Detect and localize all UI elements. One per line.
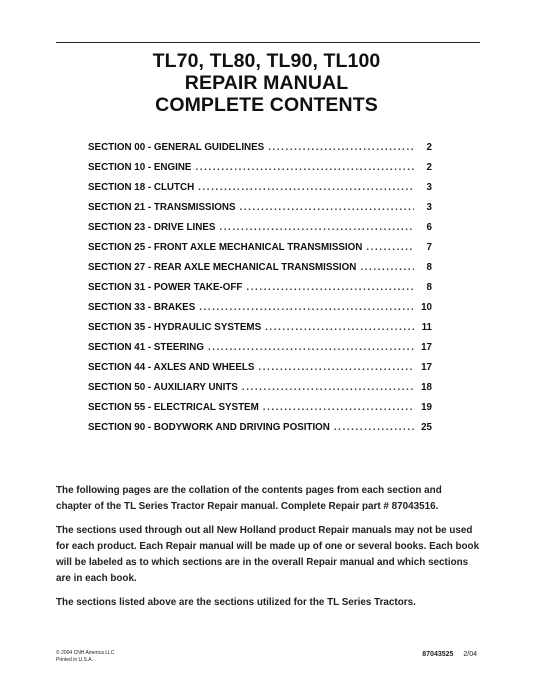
toc-leader-dots [265,318,414,338]
title-complete-contents: COMPLETE CONTENTS [155,94,378,116]
toc-leader-dots [366,238,414,258]
toc-row [88,198,432,218]
copyright-text: © 2004 CNH America LLC [56,650,115,656]
toc-leader-dots [198,178,414,198]
paragraph-collation: The following pages are the collation of the contents pages from each section and chapter of the TL Series Tractor Repair manual. Complete Repair part # 87043516. [56,485,442,512]
top-rule [56,42,480,43]
toc-leader-dots [208,338,414,358]
toc-row [88,238,432,258]
toc-row [88,398,432,418]
toc-leader-dots [240,198,414,218]
toc-page-number: 7 [426,242,432,253]
toc-leader-dots [334,418,414,438]
toc-section-label: SECTION 00 - GENERAL GUIDELINES [88,142,265,153]
toc-row [88,358,432,378]
title-models: TL70, TL80, TL90, TL100 [152,50,381,72]
toc-page-number: 3 [426,182,432,193]
toc-row [88,138,432,158]
toc-page-number: 19 [421,402,432,413]
toc-page-number: 8 [426,262,432,273]
toc-section-label: SECTION 18 - CLUTCH [88,182,195,193]
toc-section-label: SECTION 31 - POWER TAKE-OFF [88,282,243,293]
toc-page-number: 25 [421,422,432,433]
toc-row [88,418,432,438]
toc-section-label: SECTION 25 - FRONT AXLE MECHANICAL TRANSMISSION [88,242,363,253]
toc-page-number: 10 [421,302,432,313]
toc-page-number: 8 [426,282,432,293]
toc-page-number: 17 [421,342,432,353]
paragraph-sections-usage: The sections used through out all New Holland product Repair manuals may not be used for each product. Each Repair manual will be made up of one or several books. Each book will be labeled as to which sections are in the overall Repair manual and which sections are in each book. [56,525,480,584]
paragraph-sections-listed: The sections listed above are the sections utilized for the TL Series Tractors. [56,597,416,608]
toc-section-label: SECTION 55 - ELECTRICAL SYSTEM [88,402,259,413]
toc-section-label: SECTION 33 - BRAKES [88,302,196,313]
title-block [0,50,533,116]
toc-section-label: SECTION 23 - DRIVE LINES [88,222,216,233]
toc-leader-dots [246,278,414,298]
footer-part-block [422,651,477,658]
toc-leader-dots [242,378,414,398]
part-number: 87043525 [422,651,454,658]
printed-in-text: Printed in U.S.A. [56,657,93,663]
explanation-text [56,483,480,619]
toc-section-label: SECTION 90 - BODYWORK AND DRIVING POSITION [88,422,330,433]
toc-section-label: SECTION 44 - AXLES AND WHEELS [88,362,255,373]
toc-page-number: 2 [426,142,432,153]
toc-section-label: SECTION 35 - HYDRAULIC SYSTEMS [88,322,262,333]
toc-leader-dots [219,218,414,238]
toc-row [88,178,432,198]
toc-row [88,338,432,358]
toc-row [88,158,432,178]
toc-section-label: SECTION 21 - TRANSMISSIONS [88,202,236,213]
toc-leader-dots [360,258,414,278]
toc-row [88,278,432,298]
toc-page-number: 17 [421,362,432,373]
toc-leader-dots [258,358,414,378]
toc-page-number: 2 [426,162,432,173]
footer-copyright-block [56,650,114,664]
toc-row [88,258,432,278]
toc-leader-dots [199,298,414,318]
toc-leader-dots [268,138,414,158]
toc-page-number: 11 [421,322,432,333]
toc-section-label: SECTION 41 - STEERING [88,342,204,353]
title-repair-manual: REPAIR MANUAL [184,72,349,94]
toc-section-label: SECTION 50 - AUXILIARY UNITS [88,382,238,393]
toc-page-number: 3 [426,202,432,213]
toc-leader-dots [195,158,414,178]
toc-row [88,378,432,398]
toc-leader-dots [263,398,414,418]
toc-row [88,318,432,338]
table-of-contents [88,138,432,438]
toc-section-label: SECTION 27 - REAR AXLE MECHANICAL TRANSMISSION [88,262,357,273]
toc-row [88,298,432,318]
toc-row [88,218,432,238]
toc-section-label: SECTION 10 - ENGINE [88,162,192,173]
toc-page-number: 6 [426,222,432,233]
publication-date: 2/04 [463,651,477,658]
toc-page-number: 18 [421,382,432,393]
